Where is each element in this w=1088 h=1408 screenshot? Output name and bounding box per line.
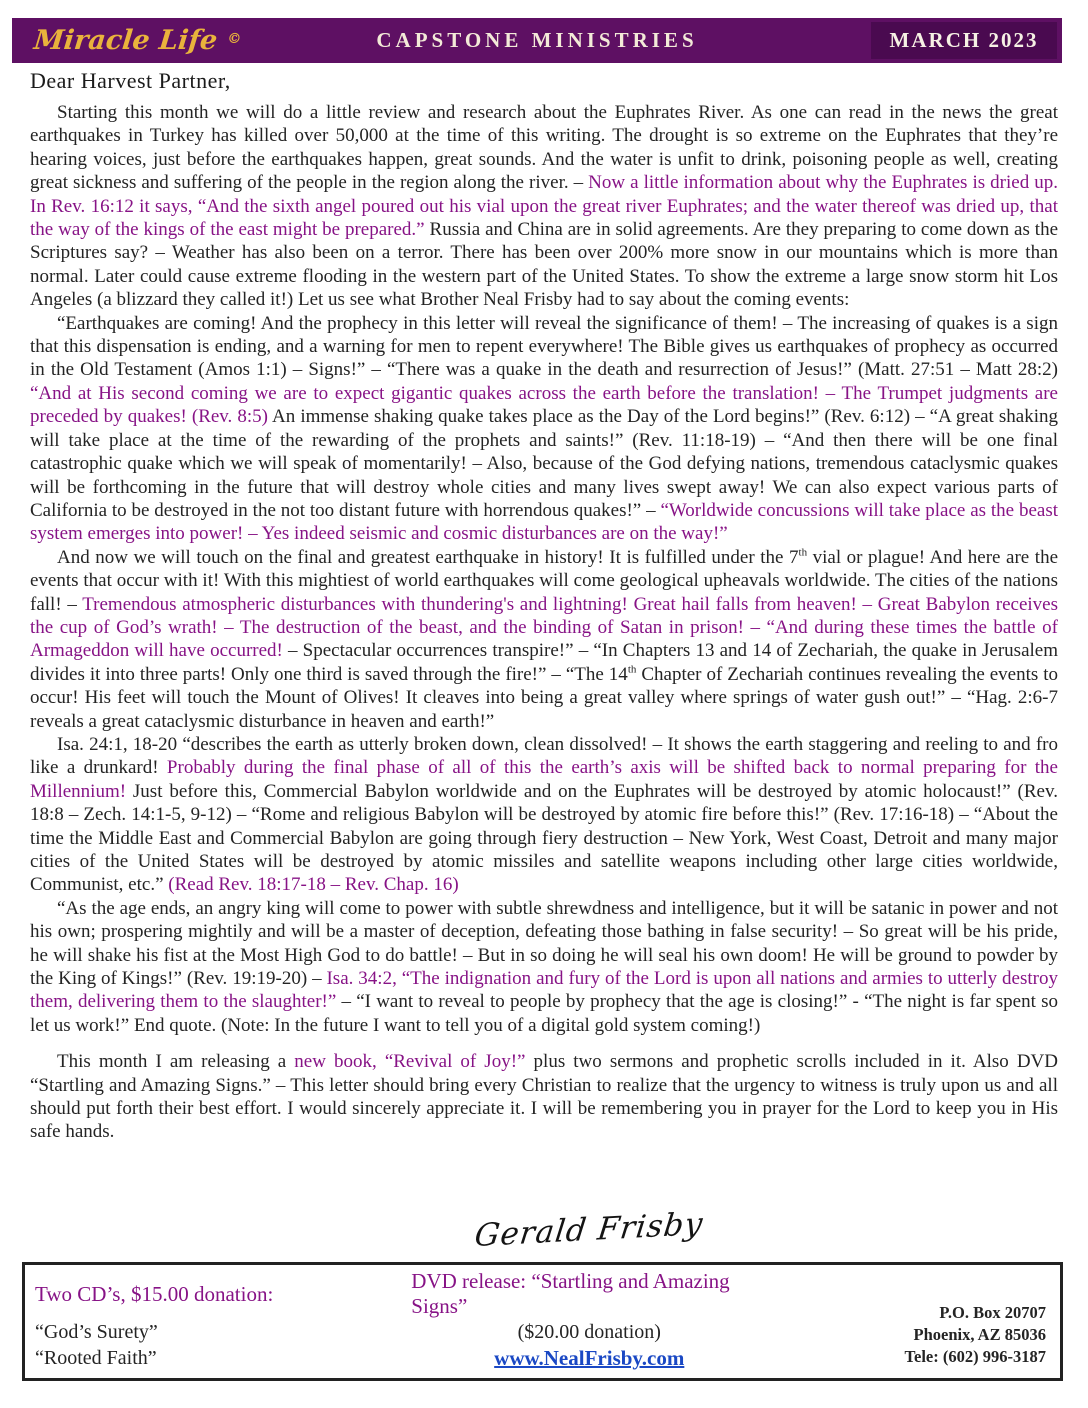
text-run: Starting this month we will do a little review and research about the Euphrates River. As one can read in the news the great earthquakes in Turkey has killed over 50,000 at the time of this writing. The drought is so extreme on the Euphrates that they’re hearing voices, just before the earthquakes happen, great sounds. And the water is unfit to drink, poisoning people as well, creating great sickness and suffering of the people in the region along the river. – xyxy=(30,102,1058,194)
cd-title-2: “Rooted Faith” xyxy=(35,1347,157,1370)
accent-text-run: Now a little information about why the Euphrates is dried up. In Rev. 16:12 it says, “And the sixth angel poured out his vial upon the great river Euphrates; and the water thereof was dried up, that the way of the kings of the east might be prepared.” xyxy=(30,172,1058,241)
letter-paragraph xyxy=(30,897,1058,1037)
website-link[interactable]: www.NealFrisby.com xyxy=(494,1346,685,1371)
text-run: – Spectacular occurrences transpire!” – “In Chapters 13 and 14 of Zechariah, the quake in Jerusalem divides it into three parts! Only one third is saved through the fire!” – “The 14 xyxy=(30,640,1058,685)
text-run: plus two sermons and prophetic scrolls included in it. Also DVD “Startling and Amazing Signs.” – This letter should bring every Christian to realize that the urgency to witness is truly upon us and all should put forth their best effort. I would sincerely appreciate it. I will be remembering you in prayer for the Lord to keep you in His safe hands. xyxy=(30,1051,1058,1143)
text-run: “As the age ends, an angry king will come to power with subtle shrewdness and intelligence, but it will be satanic in power and not his own; prospering mightily and will be a master of deception, defeating those bathing in false security! – So great will be his pride, he will shake his fist at the Most High God to do battle! – But in so doing he will seal his own doom! He will be ground to powder by the King of Kings!” (Rev. 19:19-20) – xyxy=(30,897,1058,990)
letter-body xyxy=(30,101,1058,1144)
text-run: th xyxy=(627,663,637,676)
letter-paragraph xyxy=(30,733,1058,897)
accent-text-run: “Worldwide concussions will take place as the beast system emerges into power! – Yes indeed seismic and cosmic disturbances are on the way!” xyxy=(30,499,1058,545)
address-line: P.O. Box 20707 xyxy=(939,1303,1046,1322)
text-run: “Earthquakes are coming! And the prophecy in this letter will reveal the significance of them! – The increasing of quakes is a sign that this dispensation is ending, and a warning for men to repent everywhere! The Bible gives us earthquakes of prophecy as occurred in the Old Testament (Amos 1:1) – Signs!” – “There was a quake in the death and resurrection of Jesus!” (Matt. 27:51 – Matt 28:2) xyxy=(30,312,1058,381)
letter-paragraph xyxy=(30,546,1058,733)
text-run: This month I am releasing a xyxy=(57,1051,295,1073)
text-run: – “I want to reveal to people by prophecy that the age is closing!” - “The night is far spent so let us work!” End quote. (Note: In the future I want to tell you of a digital gold system coming!) xyxy=(30,991,1058,1036)
text-run: Chapter of Zechariah continues revealing the events to occur! His feet will touch the Mount of Olives! It cleaves into being a great valley where springs of water gush out!” – “Hag. 2:6-7 reveals a great cataclysmic disturbance in heaven and earth!” xyxy=(30,663,1058,732)
logo-text: Miracle Life xyxy=(32,25,219,56)
accent-text-run: “And at His second coming we are to expect gigantic quakes across the earth before the translation! – The Trumpet judgments are preceded by quakes! (Rev. 8:5) xyxy=(30,382,1058,428)
dvd-release-label: DVD release: “Startling and Amazing Signs” xyxy=(411,1269,730,1318)
address-block xyxy=(767,1269,1052,1372)
letter-paragraph xyxy=(30,1050,1058,1144)
text-run: Just before this, Commercial Babylon worldwide and on the Euphrates will be destroyed by atomic holocaust!” (Rev. 18:8 – Zech. 14:1-5, 9-12) – “Rome and religious Babylon will be destroyed by atomic fire before this!” (Rev. 17:16-18) – “About the time the Middle East and Commercial Babylon are going through fiery destruction – New York, West Coast, Detroit and many major cities of the United States will be destroyed by atomic missiles and satellite weapons including other large cities worldwide, Communist, etc.” xyxy=(30,780,1058,896)
letter-paragraph xyxy=(30,312,1058,546)
text-run: vial or plague! And here are the events that occur with it! With this mightiest of world earthquakes will come geological upheavals worldwide. The cities of the nations fall! – xyxy=(30,546,1058,615)
issue-date-badge: MARCH 2023 xyxy=(871,22,1057,59)
salutation: Dear Harvest Partner, xyxy=(30,68,231,93)
accent-text-run: (Read Rev. 18:17-18 – Rev. Chap. 16) xyxy=(168,874,459,896)
accent-text-run: Probably during the final phase of all of this the earth’s axis will be shifted back to normal preparing for the Millennium! xyxy=(30,757,1058,802)
address-line: Tele: (602) 996-3187 xyxy=(904,1347,1046,1366)
dvd-donation: ($20.00 donation) xyxy=(517,1320,661,1343)
footer-offer-box xyxy=(22,1262,1063,1381)
text-run: And now we will touch on the final and greatest earthquake in history! It is fulfilled under the 7 xyxy=(57,546,799,568)
website-link-cell xyxy=(411,1346,767,1373)
address-line: Phoenix, AZ 85036 xyxy=(913,1325,1046,1344)
letter-content xyxy=(30,68,1058,1258)
signature: Gerald Frisby xyxy=(472,1205,706,1255)
letter-paragraph xyxy=(30,101,1058,312)
text-run: th xyxy=(798,546,808,559)
cd-title-1: “God’s Surety” xyxy=(35,1320,158,1343)
ministry-title: CAPSTONE MINISTRIES xyxy=(376,28,698,52)
text-run: Russia and China are in solid agreements. Are they preparing to come down as the Scriptures say? – Weather has also been on a terror. There has been over 200% more snow in our mountains which is more than normal. Later could cause extreme flooding in the western part of the United States. To show the extreme a large snow storm hit Los Angeles (a blizzard they called it!) Let us see what Brother Neal Frisby had to say about the coming events: xyxy=(30,219,1058,311)
accent-text-run: new book, “Revival of Joy!” xyxy=(294,1051,526,1073)
text-run: An immense shaking quake takes place as the Day of the Lord begins!” (Rev. 6:12) – “A great shaking will take place at the time of the rewarding of the prophets and saints!” (Rev. 11:18-19) – “And then there will be one final catastrophic quake which we will speak of momentarily! – Also, because of the God defying nations, tremendous cataclysmic quakes will be forthcoming in the future that will destroy whole cities and many lives swept away! We can also expect various parts of California to be destroyed in the not too distant future with horrendous quakes!” – xyxy=(30,406,1058,521)
header-bar xyxy=(12,18,1062,63)
text-run: Isa. 24:1, 18-20 “describes the earth as utterly broken down, clean dissolved! – It shows the earth staggering and reeling to and fro like a drunkard! xyxy=(30,733,1058,779)
copyright-icon: © xyxy=(226,31,243,47)
accent-text-run: Isa. 34:2, “The indignation and fury of the Lord is upon all nations and armies to utterly destroy them, delivering them to the slaughter!” xyxy=(30,968,1058,1013)
accent-text-run: Tremendous atmospheric disturbances with thundering's and lightning! Great hail falls from heaven! – Great Babylon receives the cup of God’s wrath! – The destruction of the beast, and the binding of Satan in prison! – “And during these times the battle of Armageddon will have occurred! xyxy=(30,593,1058,662)
cds-offer-label: Two CD’s, $15.00 donation: xyxy=(35,1281,274,1306)
